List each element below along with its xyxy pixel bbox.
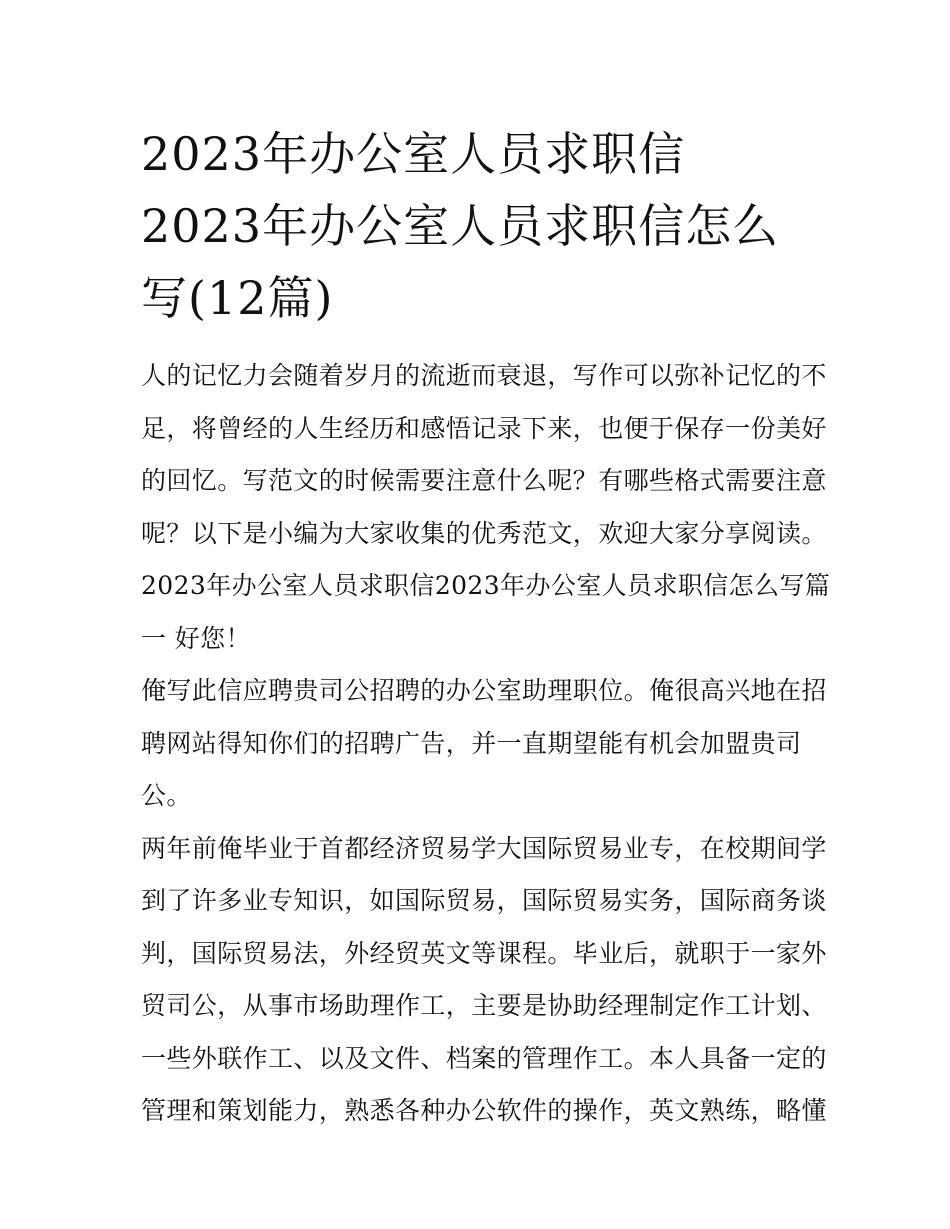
letter-paragraph-1 [141, 665, 827, 823]
text-line: 判，国际贸易法，外经贸英文等课程。毕业后，就职于一家外 [141, 938, 827, 968]
text-line: 两年前俺毕业于首都经济贸易学大国际贸易业专，在校期间学 [141, 833, 827, 863]
text-line: 到了许多业专知识，如国际贸易，国际贸易实务，国际商务谈 [141, 886, 827, 915]
text-line: 俺写此信应聘贵司公招聘的办公室助理职位。俺很高兴地在招 [141, 676, 827, 705]
document-body [141, 350, 831, 1138]
text-line: 一 好您！ [141, 623, 251, 653]
text-line: 2023年办公室人员求职信2023年办公室人员求职信怎么写篇 [141, 571, 831, 600]
text-line: 的回忆。写范文的时候需要注意什么呢？有哪些格式需要注意 [141, 466, 827, 495]
text-line: 公。 [141, 781, 192, 810]
document-page [141, 118, 831, 1138]
text-line: 一些外联作工、以及文件、档案的管理作工。本人具备一定的 [141, 1043, 827, 1073]
intro-paragraph [141, 350, 827, 560]
section-heading [141, 560, 831, 665]
text-line: 呢？以下是小编为大家收集的优秀范文，欢迎大家分享阅读。 [141, 518, 827, 548]
text-line: 贸司公，从事市场助理作工，主要是协助经理制定作工计划、 [141, 991, 827, 1020]
text-line: 人的记忆力会随着岁月的流逝而衰退，写作可以弥补记忆的不 [141, 361, 827, 390]
title-line: 写(12篇) [141, 271, 334, 325]
title-line: 2023年办公室人员求职信 [141, 127, 686, 181]
letter-paragraph-2 [141, 823, 827, 1138]
document-title [141, 118, 821, 334]
text-line: 足，将曾经的人生经历和感悟记录下来，也便于保存一份美好 [141, 413, 827, 443]
title-line: 2023年办公室人员求职信怎么 [141, 199, 780, 253]
text-line: 聘网站得知你们的招聘广告，并一直期望能有机会加盟贵司 [141, 728, 802, 758]
text-line: 管理和策划能力，熟悉各种办公软件的操作，英文熟练，略懂 [141, 1096, 827, 1125]
